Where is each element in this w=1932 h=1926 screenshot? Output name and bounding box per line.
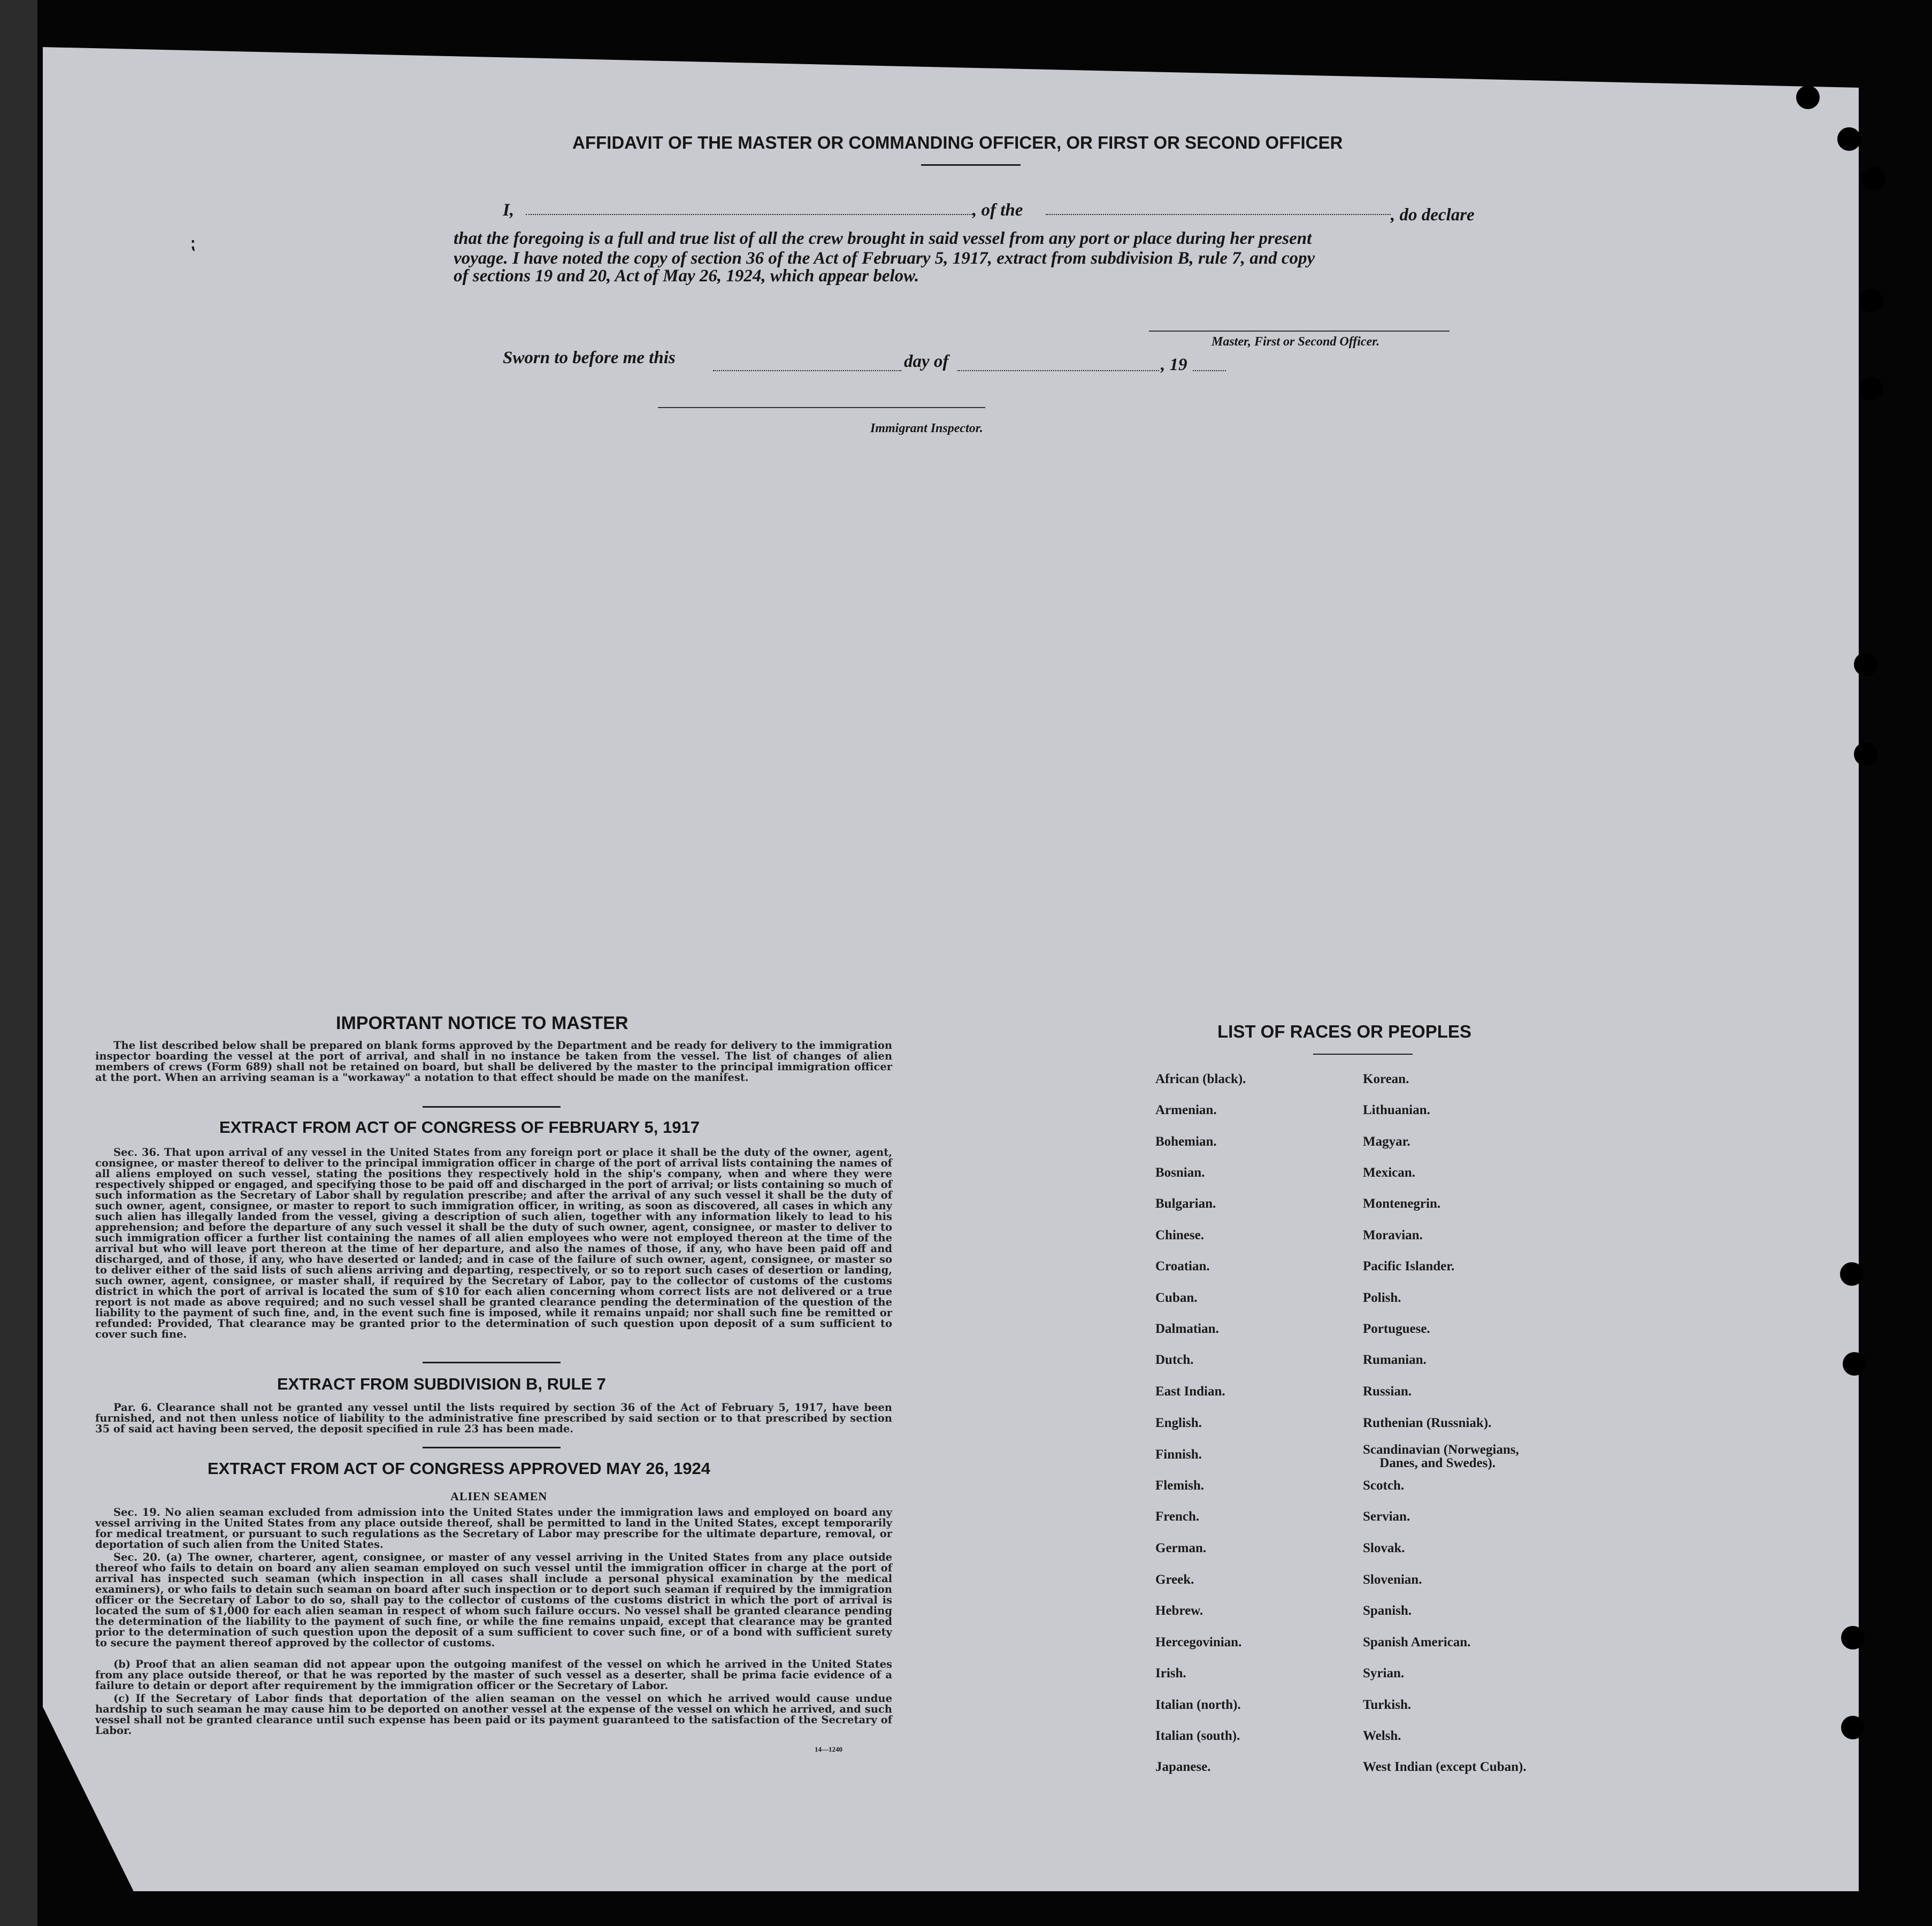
binder-hole [1859,377,1883,401]
binder-hole [1841,1626,1865,1649]
inspector-signature-line[interactable] [658,407,985,408]
rule7-title: EXTRACT FROM SUBDIVISION B, RULE 7 [277,1375,606,1393]
race-item: English. [1155,1416,1202,1430]
race-item: Dutch. [1155,1353,1194,1367]
race-item: Irish. [1155,1666,1186,1681]
races-divider [1313,1054,1413,1055]
binder-hole [1840,1262,1864,1286]
notice-divider [423,1106,561,1108]
affidavit-declare: , do declare [1391,205,1475,225]
extract-1917-divider [423,1362,561,1363]
race-item: Armenian. [1155,1103,1217,1117]
affidavit-line-4: of sections 19 and 20, Act of May 26, 1924, which appear below. [454,266,919,286]
notice-title: IMPORTANT NOTICE TO MASTER [336,1013,628,1033]
race-item: Croatian. [1155,1259,1210,1273]
binder-hole [1841,1716,1865,1739]
binder-hole [1837,127,1861,151]
master-signature-label: Master, First or Second Officer. [1212,335,1380,349]
inspector-label: Immigrant Inspector. [870,421,983,435]
race-item: Mexican. [1363,1165,1415,1180]
sec19-text: Sec. 19. No alien seaman excluded from admission into the United States under the immigration laws and employed on board any vessel arriving in the United States from any place outside thereof, shall be permitted to land in the United States, except temporarily for medical treatment, or pursuant to such regulations as the Secretary of Labor may prescribe for the ultimate departure, removal, or deportation of such alien from the United States. [95,1506,892,1551]
binder-hole [1861,167,1885,190]
race-item: Syrian. [1363,1666,1405,1681]
race-item: Russian. [1363,1384,1412,1399]
race-item: Japanese. [1155,1760,1211,1774]
race-item: Italian (south). [1155,1729,1240,1743]
race-item: Slovak. [1363,1541,1405,1555]
alien-seamen-subtitle: ALIEN SEAMEN [450,1490,548,1503]
race-item: Hercegovinian. [1155,1635,1242,1649]
title-underline [921,164,1021,166]
sworn-text: Sworn to before me this [503,348,676,367]
race-item: Greek. [1155,1572,1194,1587]
affidavit-i: I, [503,201,515,220]
races-title: LIST OF RACES OR PEOPLES [1217,1022,1471,1041]
name-blank[interactable] [526,214,972,215]
vessel-blank[interactable] [1046,214,1391,215]
master-signature-line[interactable] [1149,331,1450,332]
race-item: Italian (north). [1155,1698,1241,1712]
rule7-text: Par. 6. Clearance shall not be granted any vessel until the lists required by section 36 of the Act of February 5, 1917, have been furnished, and not then unless notice of liability to the administrative fine prescribed by said section or to that prescribed by section 35 of said act having been served, the deposit specified in rule 23 has been made. [95,1401,892,1435]
year-blank[interactable] [1193,370,1226,371]
binder-hole [1843,1352,1866,1376]
race-item: Hebrew. [1155,1603,1203,1618]
race-item: African (black). [1155,1072,1246,1086]
race-item: Servian. [1363,1509,1410,1524]
race-item: Ruthenian (Russniak). [1363,1416,1492,1430]
race-item: Bulgarian. [1155,1196,1216,1211]
race-item: East Indian. [1155,1384,1225,1399]
sworn-day-blank[interactable] [713,370,901,371]
race-item: French. [1155,1509,1200,1524]
binder-hole [1796,86,1820,109]
race-item: Rumanian. [1363,1353,1427,1367]
sec20c-text: (c) If the Secretary of Labor finds that deportation of the alien seaman on the vessel on which he arrived would cause undue hardship to such seaman he may cause him to be deported on another vessel at the expense of the vessel on which he arrived, and such vessel shall not be granted clearance until such expense has been paid or its payment guaranteed to the satisfaction of the Secretary of Labor. [95,1692,892,1737]
race-item: Moravian. [1363,1228,1423,1242]
sworn-month-blank[interactable] [957,370,1159,371]
race-item: Finnish. [1155,1447,1202,1462]
scan-dark-border [0,0,37,1926]
form-number: 14—1240 [815,1745,842,1753]
margin-mark: ⁏ [190,235,196,252]
race-item: Turkish. [1363,1698,1412,1712]
year-prefix: , 19 [1161,355,1187,374]
rule7-divider [423,1447,561,1448]
extract-1924-title: EXTRACT FROM ACT OF CONGRESS APPROVED MAY 26, 1924 [208,1459,710,1478]
affidavit-of-the: , of the [972,201,1023,220]
notice-text: The list described below shall be prepared on blank forms approved by the Department and be ready for delivery to the immigration inspector boarding the vessel at the port of arrival, and shall in no instance be taken from the vessel. The list of changes of alien members of crews (Form 689) shall not be retained on board, but shall be delivered by the master to the principal immigration officer at the port. When an arriving seaman is a "workaway" a notation to that effect should be made on the manifest. [95,1039,892,1084]
affidavit-line-2: that the foregoing is a full and true list of all the crew brought in said vessel from any port or place during her present [454,229,1312,248]
race-item: Lithuanian. [1363,1103,1430,1117]
day-of-text: day of [904,352,949,371]
race-item: German. [1155,1541,1207,1555]
race-item: Bosnian. [1155,1165,1205,1180]
binder-hole [1859,289,1883,312]
binder-hole [1854,653,1877,676]
race-item: West Indian (except Cuban). [1363,1760,1527,1774]
race-item: Welsh. [1363,1729,1401,1743]
binder-hole [1854,742,1877,766]
race-item: Slovenian. [1363,1572,1422,1587]
extract-1917-title: EXTRACT FROM ACT OF CONGRESS OF FEBRUARY 5, 1917 [219,1118,700,1137]
sec20a-text: Sec. 20. (a) The owner, charterer, agent, consignee, or master of any vessel arriving in the United States from any place outside thereof who fails to detain on board any alien seaman employed on such vessel until the immigration officer in charge at the port of arrival has inspected such seaman (which inspection in all cases shall include a personal physical examination by the medical examiners), or who fails to detain such seaman on board after such inspection or to deport such seaman if required by the immigration officer or the Secretary of Labor to do so, shall pay to the collector of customs of the customs district in which the port of arrival is located the sum of $1,000 for each alien seaman in respect of whom such failure occurs. No vessel shall be granted clearance pending the determination of the liability to the payment of such fine, or while the fine remains unpaid, except that clearance may be granted prior to the determination of such question upon the deposit of a sum sufficient to cover such fine, or of a bond with sufficient surety to secure the payment thereof approved by the collector of customs. [95,1551,892,1649]
race-item: Korean. [1363,1072,1409,1086]
sec20b-text: (b) Proof that an alien seaman did not appear upon the outgoing manifest of the vessel on which he arrived in the United States from any place outside thereof, or that he was reported by the master of such vessel as a deserter, shall be prima facie evidence of a failure to detain or deport after requirement by the immigration officer or the Secretary of Labor. [95,1658,892,1692]
extract-1917-text: Sec. 36. That upon arrival of any vessel in the United States from any foreign port or place it shall be the duty of the owner, agent, consignee, or master thereof to deliver to the principal immigration officer in charge of the port of arrival lists containing the names of all aliens employed on such vessel, stating the positions they respectively hold in the ship's company, when and where they were respectively shipped or engaged, and specifying those to be paid off and discharged in the port of arrival; or lists containing so much of such information as the Secretary of Labor shall by regulation prescribe; and after the arrival of any such vessel it shall be the duty of such owner, agent, consignee, or master to report to such immigration officer, in writing, as soon as discovered, all cases in which any such alien has illegally landed from the vessel, giving a description of such alien, together with any information likely to lead to his apprehension; and before the departure of any such vessel it shall be the duty of such owner, agent, consignee, or master to deliver to such immigration officer a further list containing the names of all alien employees who were not employed thereon at the time of the arrival but who will leave port thereon at the time of her departure, and also the names of those, if any, who have been paid off and discharged, and of those, if any, who have deserted or landed; and in case of the failure of such owner, agent, consignee, or master so to deliver either of the said lists of such aliens arriving and departing, respectively, or so to report such cases of desertion or landing, such owner, agent, consignee, or master shall, if required by the Secretary of Labor, pay to the collector of customs of the customs district in which the port of arrival is located the sum of $10 for each alien concerning whom correct lists are not delivered or a true report is not made as above required; and no such vessel shall be granted clearance pending the determination of the question of the liability to the payment of such fine, and, in the event such fine is imposed, while it remains unpaid; nor shall such fine be remitted or refunded: Provided, That clearance may be granted prior to the determination of such question upon deposit of a sum sufficient to cover such fine. [95,1146,892,1340]
race-item: Montenegrin. [1363,1196,1441,1211]
race-item: Bohemian. [1155,1134,1217,1149]
race-item: Polish. [1363,1291,1401,1305]
affidavit-line-3: voyage. I have noted the copy of section 36 of the Act of February 5, 1917, extract from subdivision B, rule 7, and copy [454,249,1315,268]
race-item: Pacific Islander. [1363,1259,1455,1273]
race-item: Magyar. [1363,1134,1410,1149]
race-item: Spanish. [1363,1603,1412,1618]
race-item: Dalmatian. [1155,1322,1219,1336]
race-item: Scandinavian (Norwegians, Danes, and Swedes). [1363,1442,1519,1470]
race-item: Flemish. [1155,1478,1204,1493]
race-item: Scotch. [1363,1478,1405,1493]
race-item: Cuban. [1155,1291,1198,1305]
race-item: Portuguese. [1363,1322,1430,1336]
race-item: Spanish American. [1363,1635,1471,1649]
race-item: Chinese. [1155,1228,1204,1242]
affidavit-title: AFFIDAVIT OF THE MASTER OR COMMANDING OFFICER, OR FIRST OR SECOND OFFICER [572,133,1343,152]
